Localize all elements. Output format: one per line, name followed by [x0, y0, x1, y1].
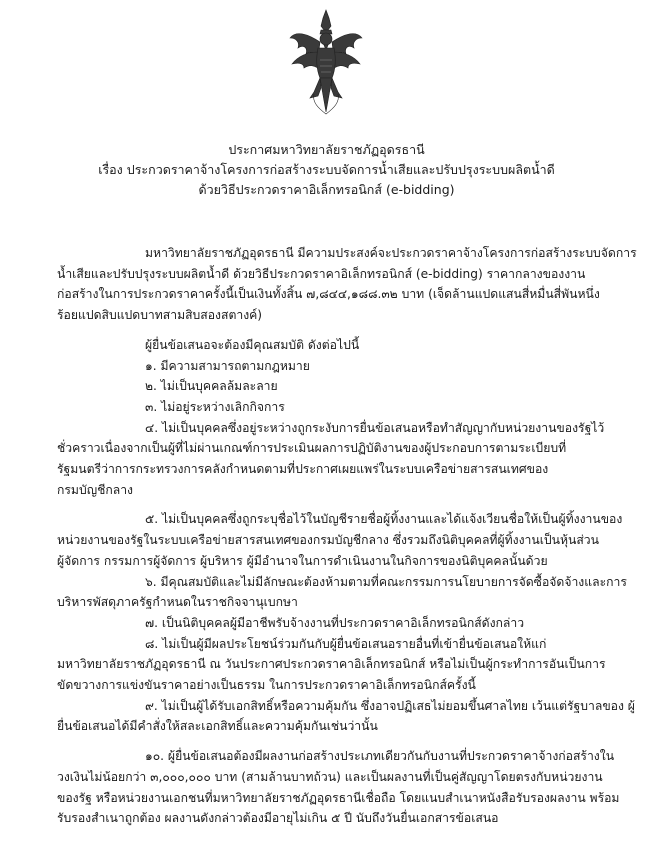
document-header	[60, 140, 593, 200]
qualification-item-cont: รัฐมนตรีว่าการกระทรวงการคลังกำหนดตามที่ประกาศเผยแพร่ในระบบเครือข่ายสารสนเทศของ	[57, 462, 549, 477]
qualification-item-cont: ผู้จัดการ กรรมการผู้จัดการ ผู้บริหาร ผู้มีอำนาจในการดำเนินงานในกิจการของนิติบุคคลนั้นด้วย	[57, 553, 548, 568]
qualification-item-cont: มหาวิทยาลัยราชภัฏอุดรธานี ณ วันประกาศประกวดราคาอิเล็กทรอนิกส์ หรือไม่เป็นผู้กระทำการอันเป็นการ	[57, 657, 606, 672]
intro-line: ร้อยแปดสิบแปดบาทสามสิบสองสตางค์)	[57, 308, 263, 323]
intro-line: ก่อสร้างในการประกวดราคาครั้งนี้เป็นเงินทั้งสิ้น ๗,๘๔๔,๑๘๘.๓๒ บาท (เจ็ดล้านแปดแสนสี่หมื่นสี่พันหนึ่ง	[57, 287, 600, 302]
qualification-item: ๒. ไม่เป็นบุคคลล้มละลาย	[145, 379, 278, 394]
qualification-item-cont: ชั่วคราวเนื่องจากเป็นผู้ที่ไม่ผ่านเกณฑ์การประเมินผลการปฏิบัติงานของผู้ประกอบการตามระเบียบที่	[57, 441, 567, 456]
intro-line: น้ำเสียและปรับปรุงระบบผลิตน้ำดี ด้วยวิธีประกวดราคาอิเล็กทรอนิกส์ (e-bidding) ราคากลางของงาน	[57, 266, 586, 281]
qualification-item-cont: วงเงินไม่น้อยกว่า ๓,๐๐๐,๐๐๐ บาท (สามล้านบาทถ้วน) และเป็นผลงานที่เป็นคู่สัญญาโดยตรงกับหน่วยงาน	[57, 769, 603, 784]
qualification-heading: ผู้ยื่นข้อเสนอจะต้องมีคุณสมบัติ ดังต่อไปนี้	[145, 337, 360, 352]
qualification-item: ๖. มีคุณสมบัติและไม่มีลักษณะต้องห้ามตามที่คณะกรรมการนโยบายการจัดซื้อจัดจ้างและการ	[145, 574, 627, 589]
announcement-subject: เรื่อง ประกวดราคาจ้างโครงการก่อสร้างระบบจัดการน้ำเสียและปรับปรุงระบบผลิตน้ำดี	[98, 162, 555, 177]
qualification-item: ๕. ไม่เป็นบุคคลซึ่งถูกระบุชื่อไว้ในบัญชีรายชื่อผู้ทิ้งงานและได้แจ้งเวียนชื่อให้เป็นผู้ทิ้งงานของ	[145, 512, 623, 527]
garuda-emblem	[288, 8, 364, 116]
qualification-item: ๔. ไม่เป็นบุคคลซึ่งอยู่ระหว่างถูกระงับการยื่นข้อเสนอหรือทำสัญญากับหน่วยงานของรัฐไว้	[145, 420, 605, 435]
intro-line: มหาวิทยาลัยราชภัฏอุดรธานี มีความประสงค์จะประกวดราคาจ้างโครงการก่อสร้างระบบจัดการ	[145, 246, 637, 260]
qualification-item: ๓. ไม่อยู่ระหว่างเลิกกิจการ	[145, 399, 285, 414]
qualification-item-cont: บริหารพัสดุภาครัฐกำหนดในราชกิจจานุเบกษา	[57, 595, 298, 610]
qualification-item-cont: รับรองสำเนาถูกต้อง ผลงานดังกล่าวต้องมีอายุไม่เกิน ๕ ปี นับถึงวันยื่นเอกสารข้อเสนอ	[57, 811, 499, 826]
qualification-item: ๙. ไม่เป็นผู้ได้รับเอกสิทธิ์หรือความคุ้มกัน ซึ่งอาจปฏิเสธไม่ยอมขึ้นศาลไทย เว้นแต่รัฐบาลของ ผู้	[145, 698, 635, 713]
qualification-item-cont: กรมบัญชีกลาง	[57, 482, 133, 497]
qualification-item: ๑๐. ผู้ยื่นข้อเสนอต้องมีผลงานก่อสร้างประเภทเดียวกันกับงานที่ประกวดราคาจ้างก่อสร้างใน	[145, 749, 615, 764]
document-body	[57, 243, 637, 829]
qualification-item-cont: ของรัฐ หรือหน่วยงานเอกชนที่มหาวิทยาลัยราชภัฏอุดรธานีเชื่อถือ โดยแนบสำเนาหนังสือรับรองผลงาน พร้อม	[57, 790, 620, 805]
qualification-item: ๗. เป็นนิติบุคคลผู้มีอาชีพรับจ้างงานที่ประกวดราคาอิเล็กทรอนิกส์ดังกล่าว	[145, 615, 525, 630]
announcement-method: ด้วยวิธีประกวดราคาอิเล็กทรอนิกส์ (e-bidding)	[198, 182, 455, 197]
qualification-item-cont: หน่วยงานของรัฐในระบบเครือข่ายสารสนเทศของกรมบัญชีกลาง ซึ่งรวมถึงนิติบุคคลที่ผู้ทิ้งงานเป็นหุ้นส่วน	[57, 533, 599, 548]
qualification-item-cont: ขัดขวางการแข่งขันราคาอย่างเป็นธรรม ในการประกวดราคาอิเล็กทรอนิกส์ครั้งนี้	[57, 678, 476, 693]
qualification-item-cont: ยื่นข้อเสนอได้มีคำสั่งให้สละเอกสิทธิ์และความคุ้มกันเช่นว่านั้น	[57, 719, 378, 734]
qualification-item: ๘. ไม่เป็นผู้มีผลประโยชน์ร่วมกันกับผู้ยื่นข้อเสนอรายอื่นที่เข้ายื่นข้อเสนอให้แก่	[145, 636, 547, 651]
announcement-title: ประกาศมหาวิทยาลัยราชภัฏอุดรธานี	[228, 142, 425, 157]
qualification-item: ๑. มีความสามารถตามกฎหมาย	[145, 358, 310, 373]
